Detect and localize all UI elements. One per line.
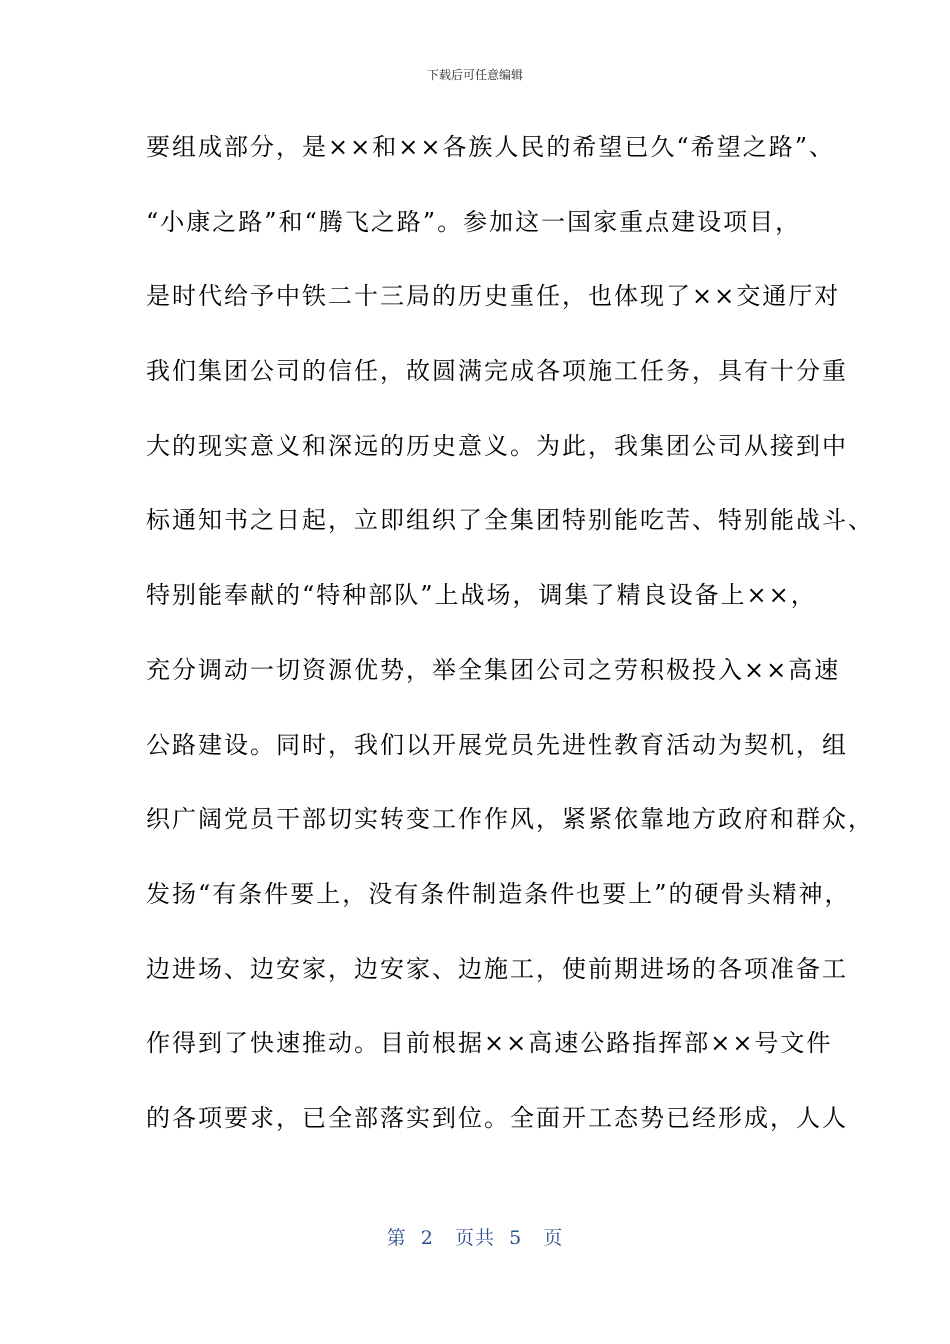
text-line: 的各项要求，已全部落实到位。全面开工态势已经形成，人人 bbox=[146, 1103, 848, 1132]
text-line: 织广阔党员干部切实转变工作作风，紧紧依靠地方政府和群众， bbox=[146, 805, 874, 834]
footer-middle: 页共 bbox=[454, 1227, 495, 1249]
text-line: 标通知书之日起，立即组织了全集团特别能吃苦、特别能战斗、 bbox=[146, 506, 874, 535]
text-line: 边进场、边安家，边安家、边施工，使前期进场的各项准备工 bbox=[146, 954, 848, 983]
text-line: 大的现实意义和深远的历史意义。为此，我集团公司从接到中 bbox=[146, 431, 848, 460]
text-line: 我们集团公司的信任，故圆满完成各项施工任务，具有十分重 bbox=[146, 357, 848, 386]
footer-suffix: 页 bbox=[543, 1227, 564, 1249]
text-line: 要组成部分，是××和××各族人民的希望已久“希望之路”、 bbox=[146, 133, 835, 161]
text-line: 公路建设。同时，我们以开展党员先进性教育活动为契机，组 bbox=[146, 730, 848, 759]
text-line: 发扬“有条件要上，没有条件制造条件也要上”的硬骨头精神， bbox=[146, 879, 851, 908]
text-line: 充分调动一切资源优势，举全集团公司之劳积极投入××高速 bbox=[146, 655, 841, 684]
footer-prefix: 第 bbox=[386, 1227, 407, 1249]
text-line: “小康之路”和“腾飞之路”。参加这一国家重点建设项目， bbox=[146, 207, 802, 236]
text-line: 特别能奉献的“特种部队”上战场，调集了精良设备上××， bbox=[146, 581, 817, 610]
text-line: 作得到了快速推动。目前根据××高速公路指挥部××号文件 bbox=[146, 1029, 833, 1058]
text-line: 是时代给予中铁二十三局的历史重任，也体现了××交通厅对 bbox=[146, 282, 841, 311]
document-body bbox=[146, 125, 874, 1171]
page-header: 下载后可任意编辑 bbox=[426, 68, 523, 82]
page-number-footer bbox=[0, 1225, 950, 1251]
current-page-number: 2 bbox=[420, 1227, 434, 1249]
total-page-count: 5 bbox=[509, 1227, 523, 1249]
